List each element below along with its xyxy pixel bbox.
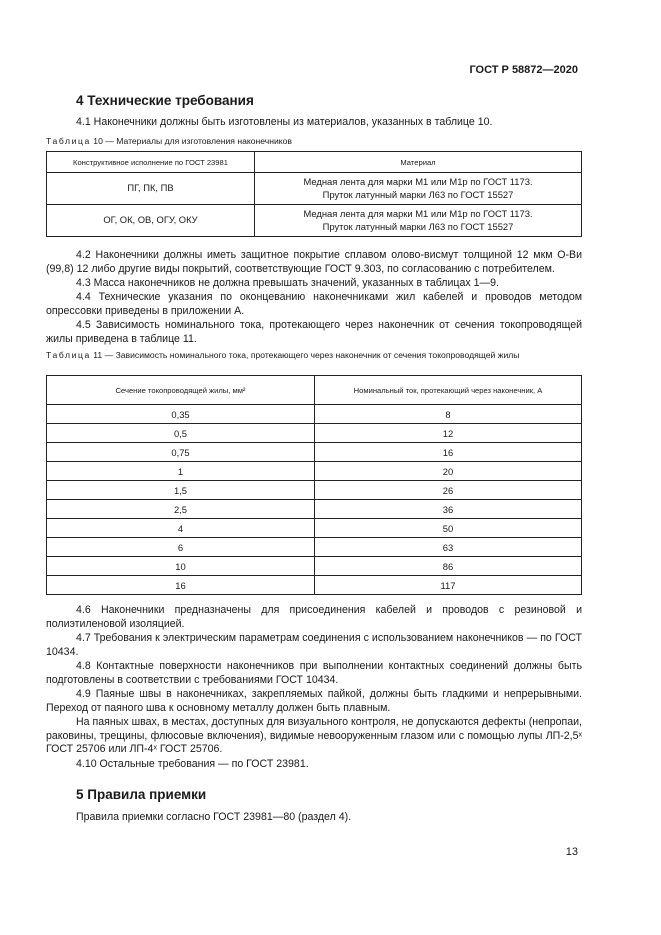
table-cell: 12 [315, 424, 582, 443]
table-row [47, 538, 582, 557]
table-11-caption: Таблица 11 — Зависимость номинального тока, протекающего через наконечник от сечения токопроводящей жилы [46, 350, 520, 360]
table-row [47, 424, 582, 443]
table-cell: 1 [47, 462, 315, 481]
table-row [47, 481, 582, 500]
table-cell: 0,75 [47, 443, 315, 462]
table-10-caption: Таблица 10 — Материалы для изготовления наконечников [46, 136, 292, 146]
section-5-title: 5 Правила приемки [76, 787, 207, 802]
paragraph-5: Правила приемки согласно ГОСТ 23981—80 (раздел 4). [76, 811, 352, 823]
table-10-header-material: Материал [255, 152, 582, 173]
table-cell: 16 [315, 443, 582, 462]
table-row [47, 557, 582, 576]
table-row [47, 462, 582, 481]
table-cell: 36 [315, 500, 582, 519]
table-cell: 86 [315, 557, 582, 576]
table-cell: 1,5 [47, 481, 315, 500]
table-cell: ОГ, ОК, ОВ, ОГУ, ОКУ [47, 205, 255, 237]
paragraph-4-3: 4.3 Масса наконечников не должна превышать значений, указанных в таблицах 1—9. [76, 277, 499, 289]
table-cell: 117 [315, 576, 582, 595]
table-cell: 16 [47, 576, 315, 595]
table-cell: ПГ, ПК, ПВ [47, 173, 255, 205]
table-cell: Медная лента для марки М1 или М1р по ГОСТ 1173. Пруток латунный марки Л63 по ГОСТ 15527 [255, 205, 582, 237]
paragraph-4-4: 4.4 Технические указания по оконцеванию наконечниками жил кабелей и проводов методом опрессовки приведены в приложении А. [46, 291, 582, 317]
paragraph-4-8: 4.8 Контактные поверхности наконечников при выполнении контактных соединений должны быть подготовлены в соответствии с требованиями ГОСТ 10434. [46, 660, 582, 686]
paragraph-4-6: 4.6 Наконечники предназначены для присоединения кабелей и проводов с резиновой и полиэтиленовой изоляцией. [46, 604, 582, 630]
table-row [47, 173, 582, 205]
table-row [47, 443, 582, 462]
page-number: 13 [565, 846, 578, 858]
table-row [47, 500, 582, 519]
table-cell: 2,5 [47, 500, 315, 519]
table-cell: 20 [315, 462, 582, 481]
document-code: ГОСТ Р 58872—2020 [469, 64, 578, 76]
table-cell: 4 [47, 519, 315, 538]
table-11 [46, 375, 582, 595]
paragraph-4-9: 4.9 Паяные швы в наконечниках, закрепляемых пайкой, должны быть гладкими и непрерывными. Переход от паяного шва к основному металлу должен быть плавным. [46, 688, 582, 714]
section-4-title: 4 Технические требования [76, 93, 254, 108]
table-10 [46, 151, 582, 237]
table-11-header-current: Номинальный ток, протекающий через наконечник, А [315, 376, 582, 405]
table-cell: 50 [315, 519, 582, 538]
table-11-header-section: Сечение токопроводящей жилы, мм² [47, 376, 315, 405]
table-cell: 0,5 [47, 424, 315, 443]
table-cell: 10 [47, 557, 315, 576]
table-10-header-design: Конструктивное исполнение по ГОСТ 23981 [47, 152, 255, 173]
table-row [47, 576, 582, 595]
paragraph-4-5: 4.5 Зависимость номинального тока, протекающего через наконечник от сечения токопроводящей жилы приведена в таблице 11. [46, 319, 582, 345]
paragraph-4-7: 4.7 Требования к электрическим параметрам соединения с использованием наконечников — по ГОСТ 10434. [46, 632, 582, 658]
paragraph-4-2: 4.2 Наконечники должны иметь защитное покрытие сплавом олово-висмут толщиной 12 мкм О-Ви (99,8) 12 либо другие виды покрытий, соответствующие ГОСТ 9.303, по согласованию с потребителем. [46, 249, 582, 275]
table-cell: 0,35 [47, 405, 315, 424]
table-cell: 8 [315, 405, 582, 424]
paragraph-4-10: 4.10 Остальные требования — по ГОСТ 23981. [76, 758, 309, 770]
table-row [47, 519, 582, 538]
paragraph-4-1: 4.1 Наконечники должны быть изготовлены из материалов, указанных в таблице 10. [76, 116, 493, 128]
paragraph-4-9-defects: На паяных швах, в местах, доступных для визуального контроля, не допускаются дефекты (непропаи, раковины, трещины, флюсовые включения), видимые невооруженным глазом или с помощью лупы ЛП-2,5ˣ ГОСТ 25706 или ЛП-4ˣ ГОСТ 25706. [46, 716, 582, 756]
table-cell: 6 [47, 538, 315, 557]
table-cell: 63 [315, 538, 582, 557]
table-cell: Медная лента для марки М1 или М1р по ГОСТ 1173. Пруток латунный марки Л63 по ГОСТ 15527 [255, 173, 582, 205]
table-row [47, 205, 582, 237]
table-row [47, 405, 582, 424]
table-cell: 26 [315, 481, 582, 500]
